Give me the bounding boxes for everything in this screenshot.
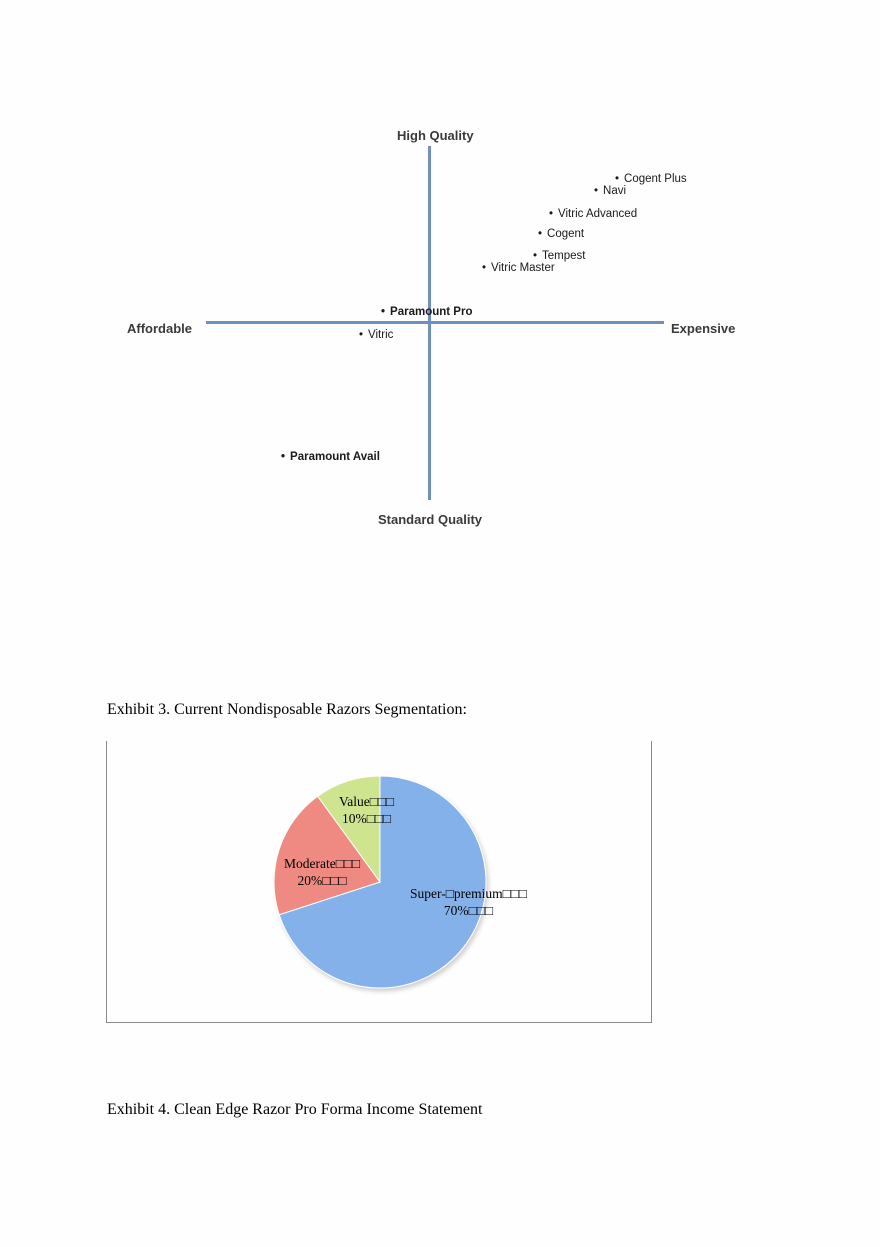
brand-navi: • Navi (594, 184, 626, 198)
axis-label-left: Affordable (127, 321, 192, 336)
pie-label-super-premium (410, 885, 527, 919)
brand-cogent: • Cogent (538, 227, 584, 241)
brand-vitric-master: • Vitric Master (482, 261, 555, 275)
brand-tempest: • Tempest (533, 249, 586, 263)
pie-label-super-premium-name: Super-□premium□□□ (410, 886, 528, 901)
brand-paramount-avail: • Paramount Avail (281, 450, 380, 464)
pie-label-moderate-name: Moderate□□□ (284, 856, 361, 871)
brand-cogent-plus: • Cogent Plus (615, 172, 687, 186)
pie-label-moderate-pct: 20%□□□ (297, 873, 347, 888)
pie-label-moderate (284, 855, 360, 889)
pie-label-value (339, 793, 394, 827)
exhibit-3-caption: Exhibit 3. Current Nondisposable Razors Segmentation: (107, 701, 467, 718)
exhibit-4-caption: Exhibit 4. Clean Edge Razor Pro Forma Income Statement (107, 1101, 483, 1118)
pie-label-value-pct: 10%□□□ (341, 811, 392, 826)
brand-vitric: • Vitric (359, 328, 393, 342)
brand-vitric-advanced: • Vitric Advanced (549, 207, 637, 221)
axis-label-right: Expensive (671, 321, 736, 336)
brand-paramount-pro: • Paramount Pro (381, 305, 472, 319)
axis-label-bottom: Standard Quality (378, 512, 483, 527)
axis-label-top: High Quality (397, 128, 474, 143)
pie-label-super-premium-pct: 70%□□□ (443, 903, 494, 918)
pie-label-value-name: Value□□□ (339, 794, 395, 809)
